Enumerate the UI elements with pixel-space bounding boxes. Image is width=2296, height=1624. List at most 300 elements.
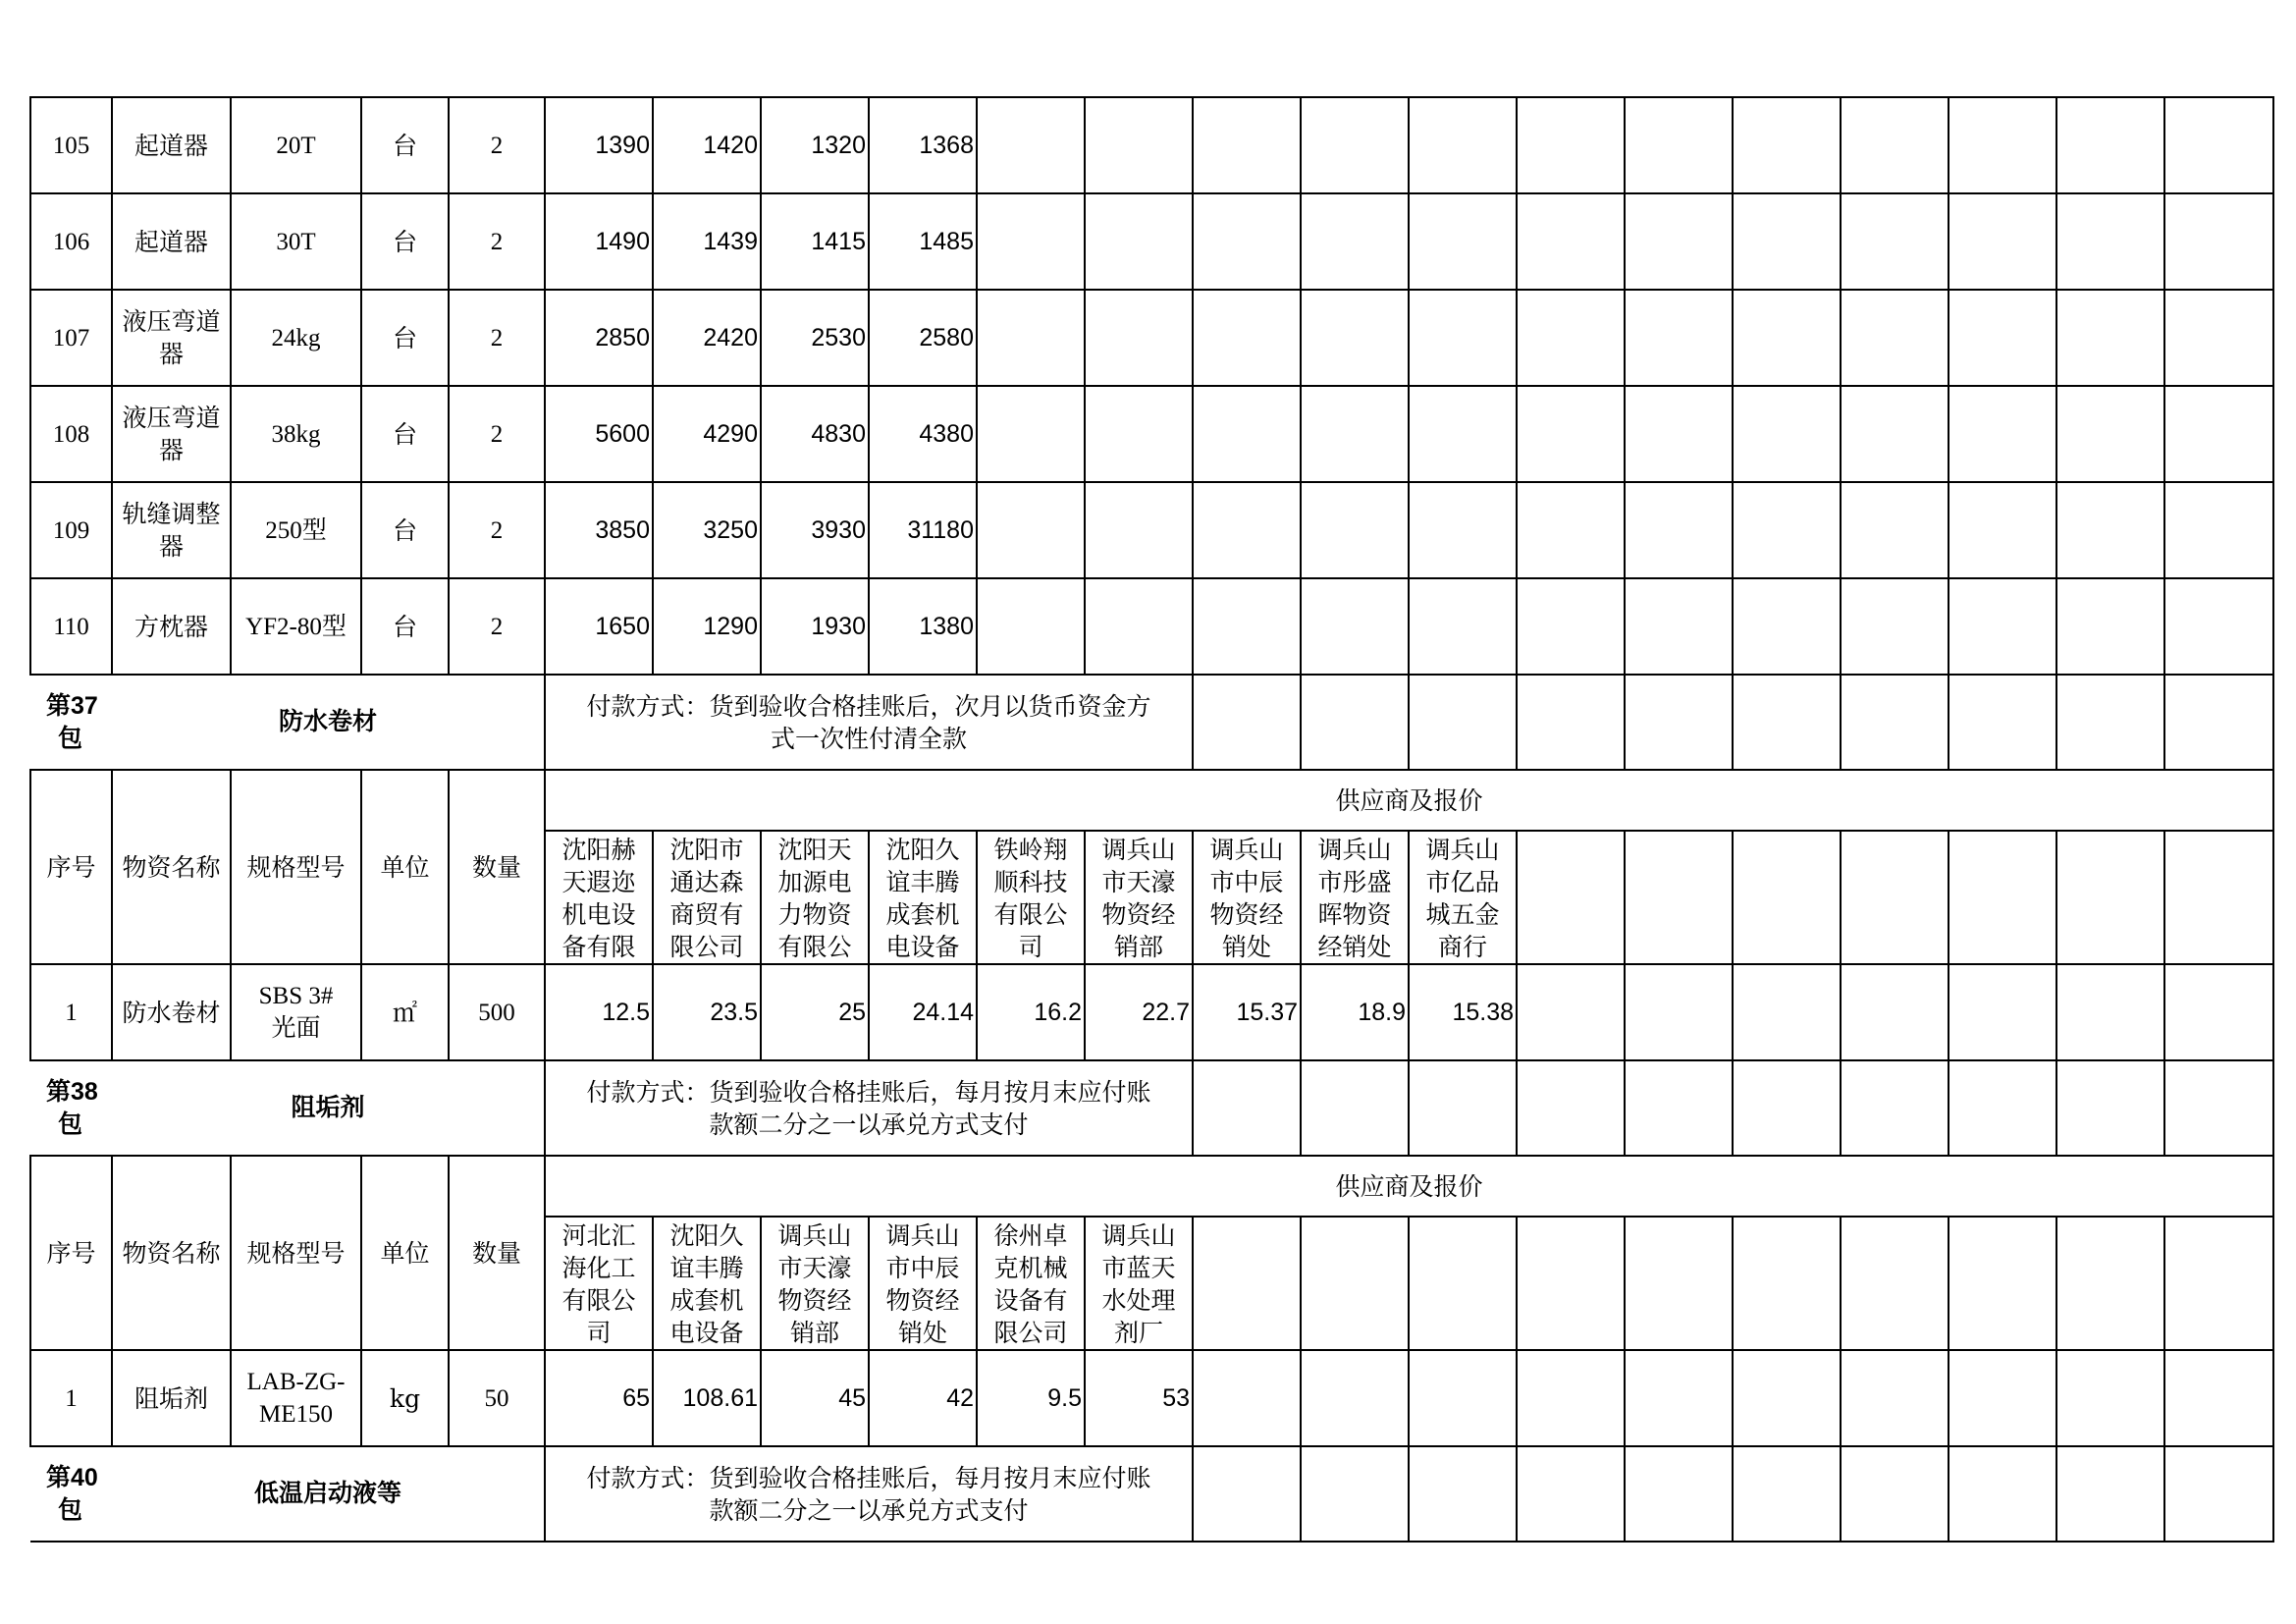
item-spec-line: ME150 (259, 1401, 333, 1428)
supplier-name-line: 沈阳久 (669, 1221, 744, 1250)
table-row (30, 482, 2273, 578)
supplier-name-line: 有限公 (777, 933, 852, 961)
price-cell (1085, 482, 1193, 578)
price-cell (1733, 1350, 1841, 1446)
supplier-name-line: 设备有 (993, 1286, 1068, 1315)
price-cell: 1439 (653, 193, 761, 290)
price-cell (1409, 1350, 1517, 1446)
empty-cell (1841, 1060, 1949, 1156)
supplier-name-line: 市亿品 (1425, 868, 1500, 896)
supplier-name (977, 831, 1085, 964)
price-cell (1841, 1350, 1949, 1446)
row-number: 105 (30, 97, 112, 193)
empty-cell (2164, 675, 2273, 770)
price-cell: 23.5 (653, 964, 761, 1060)
supplier-name (1409, 831, 1517, 964)
payment-terms (545, 1060, 1193, 1156)
item-name (112, 290, 231, 386)
item-spec-line: LAB-ZG- (246, 1369, 346, 1395)
table-row (30, 1350, 2273, 1446)
price-cell (2164, 964, 2273, 1060)
price-cell (1085, 193, 1193, 290)
price-cell: 2420 (653, 290, 761, 386)
payment-terms-line: 付款方式：货到验收合格挂账后，每月按月末应付账 (586, 1077, 1151, 1107)
item-unit: 台 (361, 482, 449, 578)
item-name-line: 器 (158, 436, 184, 464)
package-number (30, 1446, 112, 1542)
price-cell (1949, 193, 2056, 290)
supplier-name-line: 电设备 (885, 933, 960, 961)
price-cell: 4290 (653, 386, 761, 482)
payment-terms-line: 付款方式：货到验收合格挂账后，每月按月末应付账 (586, 1463, 1151, 1492)
payment-terms (545, 1446, 1193, 1542)
empty-cell (1625, 831, 1733, 964)
item-quantity: 50 (449, 1350, 545, 1446)
supplier-name-line: 水处理 (1101, 1286, 1176, 1315)
supplier-name-line: 加源电 (777, 868, 852, 896)
price-cell: 42 (869, 1350, 977, 1446)
item-spec: 250型 (231, 482, 361, 578)
price-cell (1409, 193, 1517, 290)
price-cell (1193, 1350, 1301, 1446)
supplier-name-line: 调兵山 (1101, 1221, 1176, 1250)
price-cell (1085, 386, 1193, 482)
price-cell (1085, 97, 1193, 193)
price-cell (1625, 290, 1733, 386)
price-cell (2164, 193, 2273, 290)
item-name (112, 578, 231, 675)
supplier-name-line: 销处 (897, 1319, 947, 1347)
price-cell: 5600 (545, 386, 653, 482)
price-cell: 3850 (545, 482, 653, 578)
price-cell (1409, 386, 1517, 482)
package-name: 阻垢剂 (112, 1060, 545, 1156)
empty-cell (1733, 1446, 1841, 1542)
supplier-name-line: 物资经 (1101, 900, 1176, 929)
empty-cell (1517, 1060, 1625, 1156)
supplier-name (869, 1217, 977, 1350)
supplier-name (761, 1217, 869, 1350)
price-cell: 1650 (545, 578, 653, 675)
price-cell (977, 193, 1085, 290)
supplier-name-line: 市彤盛 (1317, 868, 1392, 896)
empty-cell (1733, 1060, 1841, 1156)
supplier-name-line: 天遐迩 (561, 868, 636, 896)
price-cell (1193, 386, 1301, 482)
item-quantity: 2 (449, 97, 545, 193)
item-spec (231, 964, 361, 1060)
supplier-name (1301, 831, 1409, 964)
supplier-name-line: 成套机 (669, 1286, 744, 1315)
price-cell: 16.2 (977, 964, 1085, 1060)
table-row (30, 386, 2273, 482)
price-cell (1841, 482, 1949, 578)
price-cell: 1320 (761, 97, 869, 193)
item-quantity: 500 (449, 964, 545, 1060)
supplier-name-line: 市中辰 (1209, 868, 1284, 896)
table-row (30, 964, 2273, 1060)
item-spec-line: 光面 (271, 1015, 321, 1042)
empty-cell (2164, 1446, 2273, 1542)
empty-cell (1517, 675, 1625, 770)
price-cell (1733, 193, 1841, 290)
supplier-name-line: 调兵山 (1101, 836, 1176, 864)
price-cell (1949, 482, 2056, 578)
price-cell (1949, 578, 2056, 675)
supplier-name-line: 海化工 (561, 1254, 636, 1282)
price-cell (2056, 97, 2164, 193)
empty-cell (1949, 1217, 2056, 1350)
price-cell (1625, 193, 1733, 290)
row-number: 107 (30, 290, 112, 386)
price-cell (1409, 97, 1517, 193)
row-number: 108 (30, 386, 112, 482)
spec-header: 规格型号 (231, 770, 361, 964)
supplier-name-line: 经销处 (1317, 933, 1392, 961)
item-name (112, 386, 231, 482)
item-spec: 20T (231, 97, 361, 193)
row-number: 106 (30, 193, 112, 290)
supplier-name (653, 1217, 761, 1350)
empty-cell (1949, 675, 2056, 770)
price-cell: 1485 (869, 193, 977, 290)
item-spec (231, 1350, 361, 1446)
price-cell (2164, 1350, 2273, 1446)
empty-cell (1409, 1217, 1517, 1350)
price-cell (1841, 964, 1949, 1060)
price-cell: 45 (761, 1350, 869, 1446)
price-cell (1949, 290, 2056, 386)
empty-cell (1949, 1446, 2056, 1542)
price-cell: 53 (1085, 1350, 1193, 1446)
supplier-name-line: 机电设 (561, 900, 636, 929)
supplier-name-line: 物资经 (1209, 900, 1284, 929)
supplier-name-line: 徐州卓 (993, 1221, 1068, 1250)
price-cell: 1390 (545, 97, 653, 193)
supplier-name-line: 铁岭翔 (993, 836, 1068, 864)
item-name (112, 482, 231, 578)
supplier-name-line: 电设备 (669, 1319, 744, 1347)
supplier-name-line: 司 (1018, 933, 1043, 961)
row-number: 1 (30, 964, 112, 1060)
table-row (30, 193, 2273, 290)
empty-cell (1409, 1060, 1517, 1156)
supplier-name-line: 晖物资 (1317, 900, 1392, 929)
package-number-line: 包 (58, 1110, 83, 1138)
empty-cell (1517, 1217, 1625, 1350)
item-quantity: 2 (449, 482, 545, 578)
price-cell (1193, 193, 1301, 290)
price-cell (1517, 290, 1625, 386)
price-cell (1409, 290, 1517, 386)
supplier-name-line: 通达森 (669, 868, 744, 896)
column-header-row (30, 770, 2273, 831)
price-cell (1625, 964, 1733, 1060)
empty-cell (1301, 1060, 1409, 1156)
supplier-name-line: 商贸有 (669, 900, 744, 929)
seq-header: 序号 (30, 1156, 112, 1350)
empty-cell (1841, 1217, 1949, 1350)
supplier-name-line: 有限公 (993, 900, 1068, 929)
price-cell: 1420 (653, 97, 761, 193)
price-cell (1949, 386, 2056, 482)
unit-header: 单位 (361, 1156, 449, 1350)
item-name-line: 液压弯道 (122, 307, 221, 336)
item-unit: 台 (361, 193, 449, 290)
supplier-name-line: 调兵山 (777, 1221, 852, 1250)
supplier-name-line: 市蓝天 (1101, 1254, 1176, 1282)
empty-cell (2056, 675, 2164, 770)
price-cell: 1380 (869, 578, 977, 675)
price-cell (977, 578, 1085, 675)
price-cell: 1368 (869, 97, 977, 193)
price-cell (1517, 97, 1625, 193)
empty-cell (1301, 675, 1409, 770)
item-spec: 30T (231, 193, 361, 290)
price-cell (1949, 1350, 2056, 1446)
item-name-line: 器 (158, 532, 184, 561)
price-cell: 9.5 (977, 1350, 1085, 1446)
payment-terms-line: 款额二分之一以承兑方式支付 (709, 1110, 1029, 1139)
price-cell (977, 290, 1085, 386)
package-number-line: 第37 (46, 691, 98, 720)
supplier-name-line: 剂厂 (1113, 1319, 1163, 1347)
empty-cell (2056, 1060, 2164, 1156)
empty-cell (1409, 675, 1517, 770)
price-cell: 65 (545, 1350, 653, 1446)
empty-cell (1733, 1217, 1841, 1350)
package-number (30, 675, 112, 770)
price-cell: 3930 (761, 482, 869, 578)
supplier-name-line: 司 (586, 1319, 612, 1347)
supplier-name (1193, 831, 1301, 964)
item-spec-line: SBS 3# (258, 983, 334, 1009)
supplier-name-line: 物资经 (777, 1286, 852, 1315)
price-cell (2164, 97, 2273, 193)
empty-cell (1625, 1217, 1733, 1350)
item-name-line: 器 (158, 340, 184, 368)
empty-cell (2164, 831, 2273, 964)
item-unit: 台 (361, 97, 449, 193)
price-cell (1301, 1350, 1409, 1446)
item-quantity: 2 (449, 578, 545, 675)
package-number-line: 包 (58, 724, 83, 752)
price-cell (2164, 578, 2273, 675)
table-row (30, 578, 2273, 675)
supplier-name-line: 销部 (789, 1319, 839, 1347)
price-cell (1301, 386, 1409, 482)
supplier-name-line: 限公司 (993, 1319, 1068, 1347)
price-cell (1949, 964, 2056, 1060)
price-cell (1625, 1350, 1733, 1446)
empty-cell (2056, 831, 2164, 964)
item-unit: ㎡ (361, 964, 449, 1060)
price-cell (1733, 482, 1841, 578)
item-name-line: 液压弯道 (122, 404, 221, 432)
price-cell: 2580 (869, 290, 977, 386)
row-number: 1 (30, 1350, 112, 1446)
supplier-name-line: 调兵山 (1425, 836, 1500, 864)
price-cell: 24.14 (869, 964, 977, 1060)
price-cell (1193, 97, 1301, 193)
empty-cell (1949, 831, 2056, 964)
payment-terms (545, 675, 1193, 770)
package-number-line: 第40 (46, 1463, 98, 1491)
supplier-name-line: 谊丰腾 (885, 868, 960, 896)
price-cell (2056, 964, 2164, 1060)
payment-terms-line: 付款方式：货到验收合格挂账后，次月以货币资金方 (586, 691, 1151, 721)
empty-cell (1517, 1446, 1625, 1542)
suppliers-title: 供应商及报价 (545, 1156, 2273, 1217)
empty-cell (1517, 831, 1625, 964)
price-cell: 12.5 (545, 964, 653, 1060)
empty-cell (1733, 831, 1841, 964)
price-cell: 1930 (761, 578, 869, 675)
price-cell (1517, 578, 1625, 675)
supplier-name-line: 沈阳赫 (561, 836, 636, 864)
supplier-name-line: 成套机 (885, 900, 960, 929)
quotation-sheet (29, 96, 2274, 1543)
empty-cell (2056, 1446, 2164, 1542)
price-cell (1625, 578, 1733, 675)
price-cell (1841, 193, 1949, 290)
item-name-line: 方枕器 (133, 612, 208, 641)
unit-header: 单位 (361, 770, 449, 964)
supplier-name-line: 城五金 (1425, 900, 1500, 929)
price-cell: 22.7 (1085, 964, 1193, 1060)
price-cell (1301, 578, 1409, 675)
price-cell: 1290 (653, 578, 761, 675)
empty-cell (1625, 675, 1733, 770)
supplier-name-line: 市天濠 (1101, 868, 1176, 896)
item-spec: YF2-80型 (231, 578, 361, 675)
supplier-name-line: 力物资 (777, 900, 852, 929)
item-spec: 24kg (231, 290, 361, 386)
price-cell: 2530 (761, 290, 869, 386)
package-header-row (30, 1060, 2273, 1156)
table-row (30, 290, 2273, 386)
price-cell (977, 386, 1085, 482)
price-cell (2056, 1350, 2164, 1446)
item-quantity: 2 (449, 290, 545, 386)
price-cell (2056, 290, 2164, 386)
empty-cell (1301, 1217, 1409, 1350)
seq-header: 序号 (30, 770, 112, 964)
price-cell (2056, 482, 2164, 578)
price-cell (1949, 97, 2056, 193)
price-cell (1733, 386, 1841, 482)
item-spec: 38kg (231, 386, 361, 482)
price-cell (1301, 97, 1409, 193)
supplier-name (869, 831, 977, 964)
supplier-name (761, 831, 869, 964)
empty-cell (1193, 1446, 1301, 1542)
price-cell: 1490 (545, 193, 653, 290)
price-cell (1517, 964, 1625, 1060)
price-cell (2164, 386, 2273, 482)
supplier-name-line: 调兵山 (1209, 836, 1284, 864)
item-name-header: 物资名称 (112, 1156, 231, 1350)
item-unit: 台 (361, 386, 449, 482)
price-cell (1517, 193, 1625, 290)
supplier-name (977, 1217, 1085, 1350)
price-cell (1301, 193, 1409, 290)
empty-cell (1193, 1217, 1301, 1350)
item-unit: 台 (361, 578, 449, 675)
price-cell (1193, 290, 1301, 386)
item-quantity: 2 (449, 193, 545, 290)
price-cell (1409, 482, 1517, 578)
package-header-row (30, 675, 2273, 770)
empty-cell (1841, 675, 1949, 770)
supplier-name (545, 1217, 653, 1350)
price-cell (1733, 964, 1841, 1060)
suppliers-title: 供应商及报价 (545, 770, 2273, 831)
price-cell (977, 97, 1085, 193)
item-name-line: 起道器 (133, 131, 208, 160)
price-cell (1301, 290, 1409, 386)
price-cell (977, 482, 1085, 578)
supplier-name-line: 有限公 (561, 1286, 636, 1315)
item-name-line: 轨缝调整 (122, 500, 221, 528)
empty-cell (1733, 675, 1841, 770)
price-cell (2056, 386, 2164, 482)
supplier-name-line: 销部 (1113, 933, 1163, 961)
price-cell (1625, 97, 1733, 193)
column-header-row (30, 1156, 2273, 1217)
supplier-name (653, 831, 761, 964)
price-cell (2164, 482, 2273, 578)
package-number (30, 1060, 112, 1156)
supplier-name-line: 顺科技 (993, 868, 1068, 896)
supplier-name-line: 物资经 (885, 1286, 960, 1315)
price-cell (1625, 386, 1733, 482)
price-cell (1301, 482, 1409, 578)
quantity-header: 数量 (449, 1156, 545, 1350)
supplier-name-line: 谊丰腾 (669, 1254, 744, 1282)
supplier-name-line: 河北汇 (561, 1221, 636, 1250)
price-cell: 15.38 (1409, 964, 1517, 1060)
price-cell (1193, 578, 1301, 675)
price-cell: 2850 (545, 290, 653, 386)
quantity-header: 数量 (449, 770, 545, 964)
empty-cell (2164, 1217, 2273, 1350)
price-cell (1085, 578, 1193, 675)
item-name (112, 97, 231, 193)
price-cell (1733, 97, 1841, 193)
price-cell: 18.9 (1301, 964, 1409, 1060)
table-row (30, 97, 2273, 193)
payment-terms-line: 款额二分之一以承兑方式支付 (709, 1495, 1029, 1525)
spec-header: 规格型号 (231, 1156, 361, 1350)
empty-cell (1409, 1446, 1517, 1542)
empty-cell (1301, 1446, 1409, 1542)
package-name: 防水卷材 (112, 675, 545, 770)
price-cell (2056, 193, 2164, 290)
empty-cell (1949, 1060, 2056, 1156)
empty-cell (2056, 1217, 2164, 1350)
item-name: 防水卷材 (112, 964, 231, 1060)
empty-cell (1625, 1446, 1733, 1542)
price-cell: 15.37 (1193, 964, 1301, 1060)
supplier-name-line: 备有限 (561, 933, 636, 961)
supplier-name-line: 市中辰 (885, 1254, 960, 1282)
package-name: 低温启动液等 (112, 1446, 545, 1542)
package-number-line: 包 (58, 1495, 83, 1524)
item-name-line: 起道器 (133, 227, 208, 256)
price-cell: 4830 (761, 386, 869, 482)
price-cell: 25 (761, 964, 869, 1060)
